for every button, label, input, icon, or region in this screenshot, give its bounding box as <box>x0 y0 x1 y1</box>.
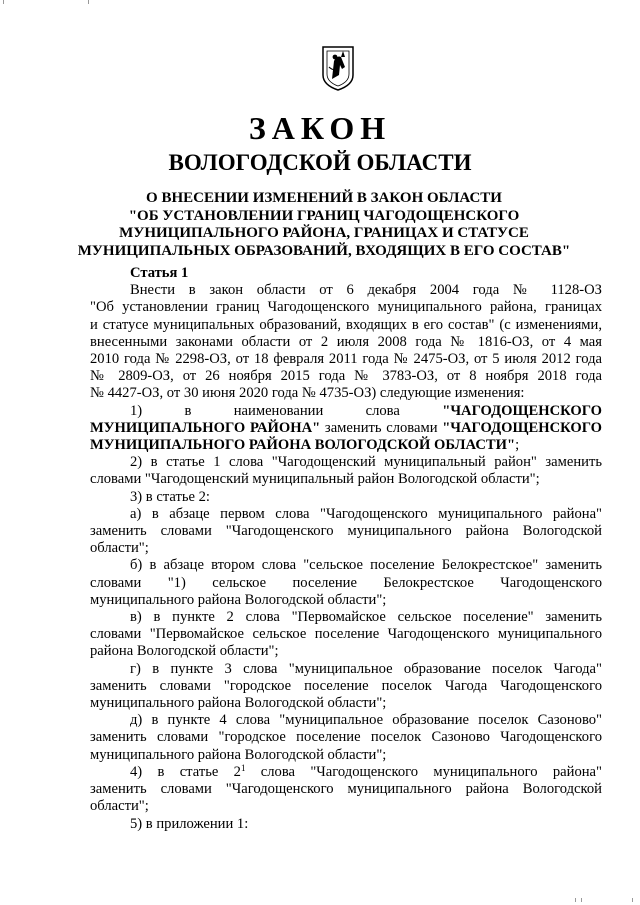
item-3g-line: заменить словами "городское поселение поселок Чагода Чагодощенского <box>90 677 602 694</box>
item-3v-line: района Вологодской области"; <box>90 643 279 660</box>
item-1-bold: МУНИЦИПАЛЬНОГО РАЙОНА" <box>90 419 321 436</box>
subtitle-line: "ОБ УСТАНОВЛЕНИИ ГРАНИЦ ЧАГОДОЩЕНСКОГО <box>128 207 520 224</box>
item-3d-line: муниципального района Вологодской области"; <box>90 746 387 763</box>
article-heading: Статья 1 <box>130 265 189 281</box>
body-line: внесенными законами области от 2 июля 2008 года № 1816-ОЗ, от 4 мая <box>90 333 602 350</box>
item-3v-line: в) в пункте 2 слова "Первомайское сельское поселение" заменить <box>130 609 602 626</box>
scan-mark <box>581 898 582 902</box>
item-4-line: заменить словами "Чагодощенского муниципального района Вологодской <box>90 781 602 798</box>
scan-mark <box>88 0 89 4</box>
item-3a-line: заменить словами "Чагодощенского муниципального района Вологодской <box>90 523 602 540</box>
item-2-line: словами "Чагодощенский муниципальный район Вологодской области"; <box>90 471 540 488</box>
body-line: № 2809-ОЗ, от 26 ноября 2015 года № 3783-ОЗ, от 8 ноября 2018 года <box>90 368 602 385</box>
coat-of-arms-emblem <box>321 45 355 91</box>
law-subtitle <box>60 190 588 260</box>
body-line: Внести в закон области от 6 декабря 2004 года № 1128-ОЗ <box>130 282 602 299</box>
body-line: и статусе муниципальных образований, входящих в его состав" (с изменениями, <box>90 316 602 333</box>
item-3g-line: муниципального района Вологодской области"; <box>90 695 387 712</box>
item-3b-line: муниципального района Вологодской области"; <box>90 591 387 608</box>
superscript: 1 <box>240 762 246 773</box>
item-1-line <box>90 437 602 454</box>
scan-mark <box>632 898 633 902</box>
document-region: ВОЛОГОДСКОЙ ОБЛАСТИ <box>168 150 472 175</box>
item-5-line: 5) в приложении 1: <box>130 815 249 832</box>
item-1-bold: "ЧАГОДОЩЕНСКОГО <box>442 419 602 436</box>
item-3v-line: словами "Первомайское сельское поселение Чагодощенского муниципального <box>90 626 602 643</box>
item-3b-line: б) в абзаце втором слова "сельское поселение Белокрестское" заменить <box>130 557 602 574</box>
item-4-text: 4) в статье 2 <box>130 763 241 780</box>
item-3b-line: словами "1) сельское поселение Белокрестское Чагодощенского <box>90 574 602 591</box>
item-3g-line: г) в пункте 3 слова "муниципальное образование поселок Чагода" <box>130 660 602 677</box>
item-3a-line: области"; <box>90 540 149 557</box>
item-3d-line: д) в пункте 4 слова "муниципальное образование поселок Сазоново" <box>130 712 602 729</box>
body-line: № 4427-ОЗ, от 30 июня 2020 года № 4735-ОЗ) следующие изменения: <box>90 385 525 402</box>
item-4-text: слова "Чагодощенского муниципального района" <box>245 763 602 780</box>
item-1-text: 1) в наименовании слова <box>130 402 400 419</box>
body-line: 2010 года № 2298-ОЗ, от 18 февраля 2011 года № 2475-ОЗ, от 5 июля 2012 года <box>90 351 602 368</box>
item-1-bold: "ЧАГОДОЩЕНСКОГО <box>442 402 603 419</box>
subtitle-line: МУНИЦИПАЛЬНЫХ ОБРАЗОВАНИЙ, ВХОДЯЩИХ В ЕГО СОСТАВ" <box>77 242 571 259</box>
item-1-line <box>90 420 602 437</box>
item-3-line: 3) в статье 2: <box>130 488 210 505</box>
item-3a-line: а) в абзаце первом слова "Чагодощенского муниципального района" <box>130 505 602 522</box>
item-1-text: ; <box>515 437 520 454</box>
body-line: "Об установлении границ Чагодощенского муниципального района, границах <box>90 299 602 316</box>
item-4-line <box>90 764 602 781</box>
item-4-line: области"; <box>90 798 149 815</box>
document-title: ЗАКОН <box>248 110 392 146</box>
subtitle-line: О ВНЕСЕНИИ ИЗМЕНЕНИЙ В ЗАКОН ОБЛАСТИ <box>146 190 502 206</box>
item-3d-line: заменить словами "городское поселение поселок Сазоново Чагодощенского <box>90 729 602 746</box>
subtitle-line: МУНИЦИПАЛЬНОГО РАЙОНА, ГРАНИЦАХ И СТАТУСЕ <box>119 225 529 241</box>
scan-mark <box>3 0 4 4</box>
scan-mark <box>575 898 576 902</box>
item-1-text: заменить словами <box>320 419 443 436</box>
law-body <box>90 265 602 833</box>
item-1-line <box>90 403 602 420</box>
item-2-line: 2) в статье 1 слова "Чагодощенский муниципальный район" заменить <box>130 454 602 471</box>
item-1-bold: МУНИЦИПАЛЬНОГО РАЙОНА ВОЛОГОДСКОЙ ОБЛАСТИ" <box>90 437 516 454</box>
